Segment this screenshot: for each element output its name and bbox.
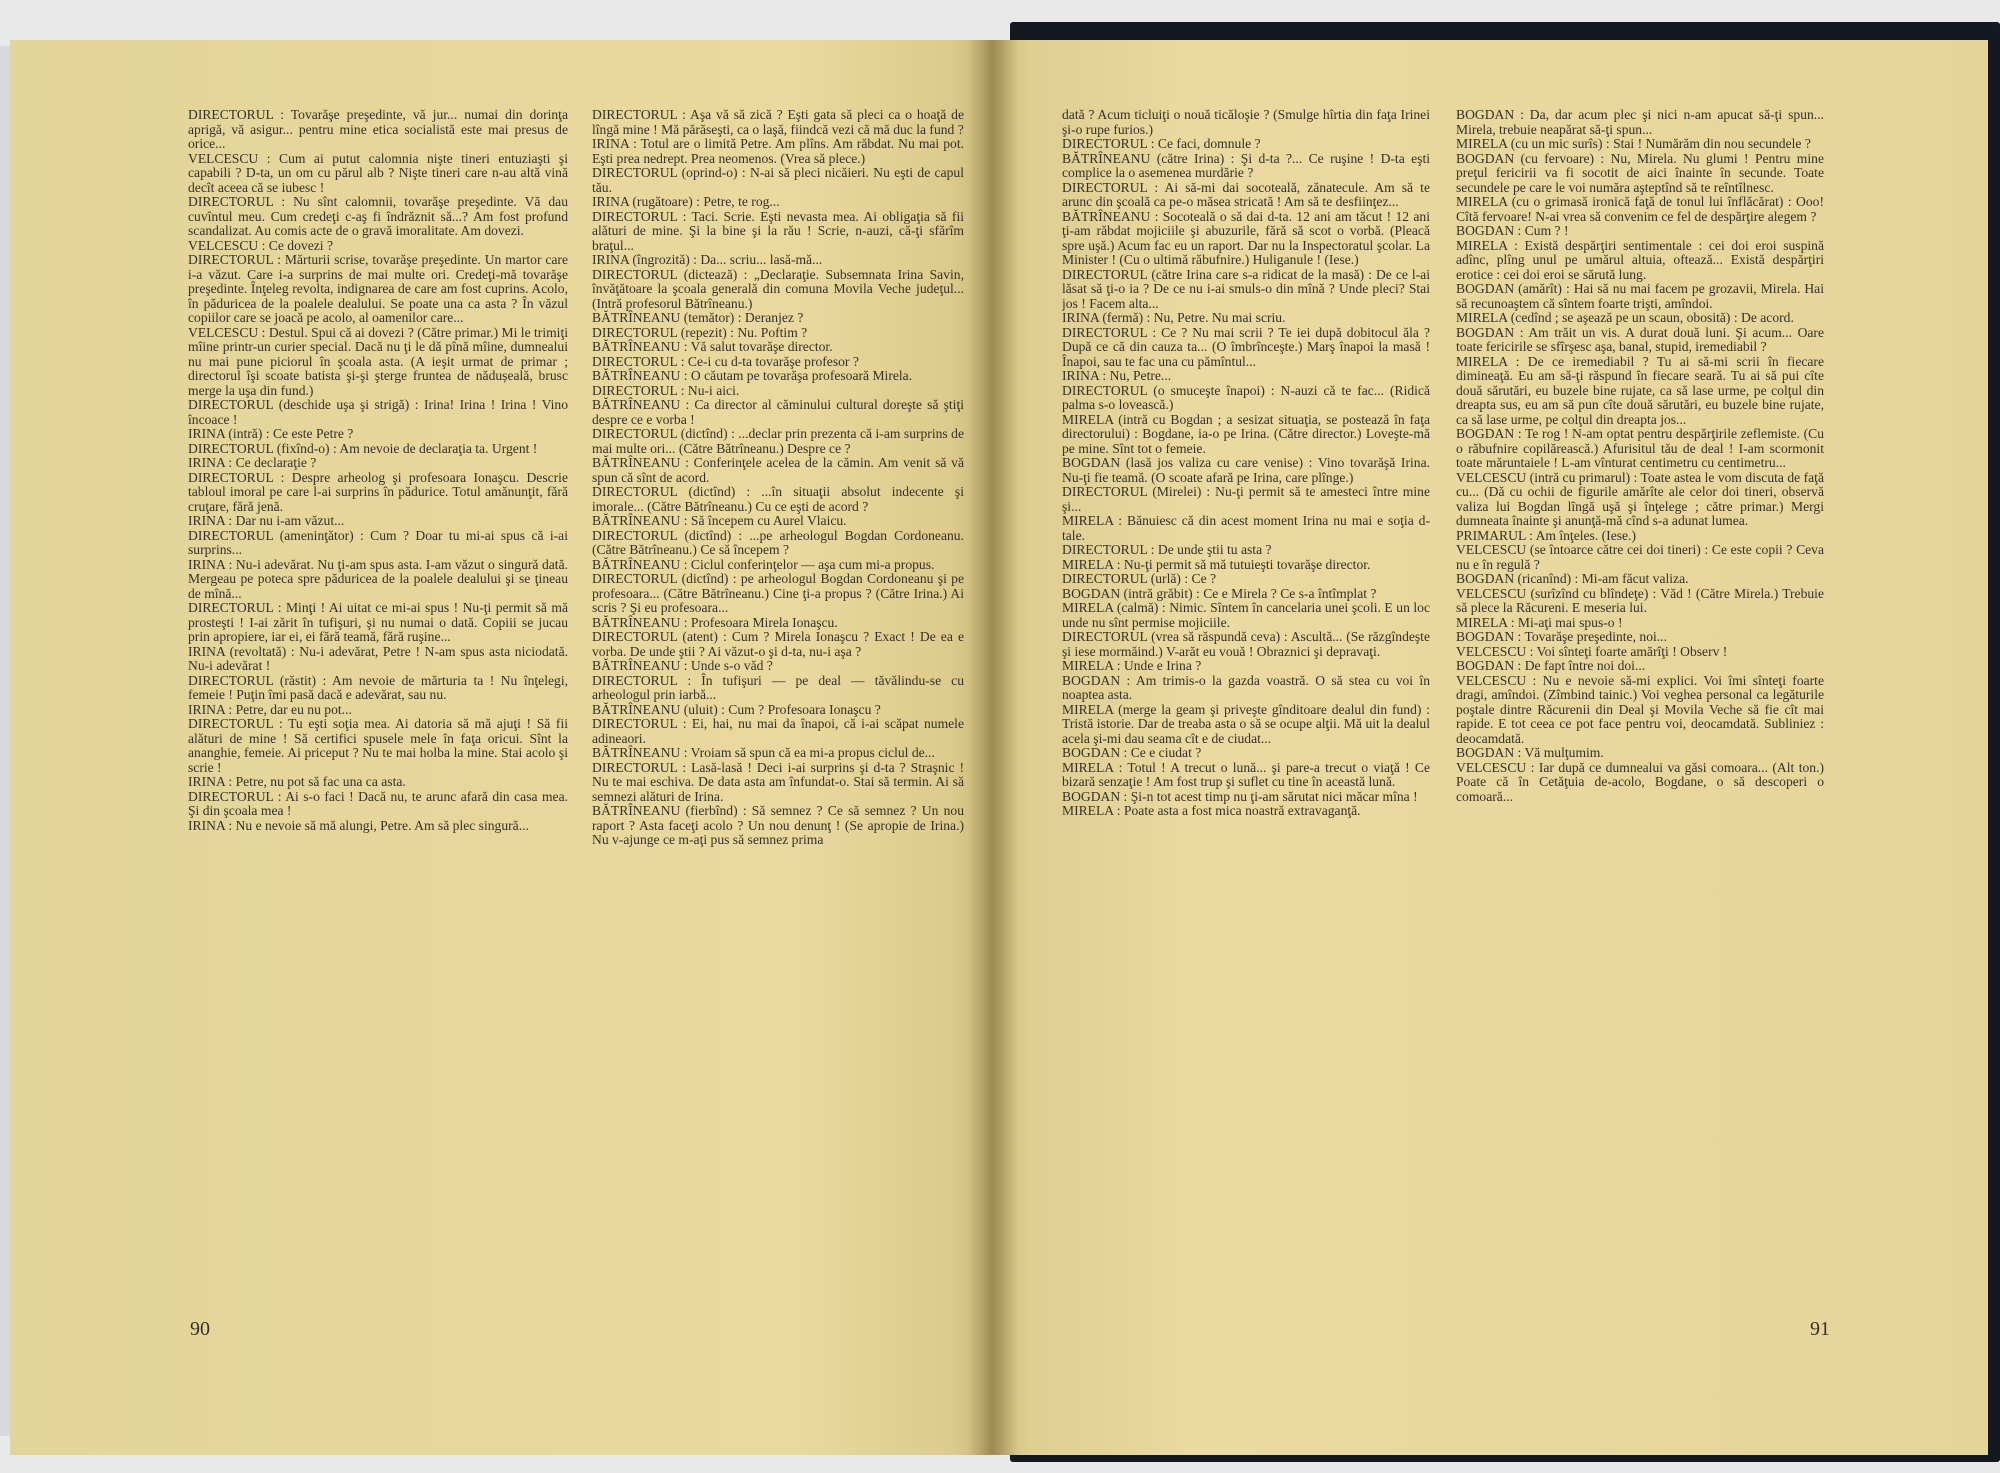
dialogue-paragraph: DIRECTORUL (repezit) : Nu. Poftim ? xyxy=(592,324,808,340)
dialogue-paragraph: BOGDAN : Şi-n tot acest timp nu ţi-am sărutat nici măcar mîna ! xyxy=(1062,788,1418,804)
dialogue-paragraph: DIRECTORUL : Ce faci, domnule ? xyxy=(1062,136,1261,151)
dialogue-paragraph: DIRECTORUL : Ai s-o faci ! Dacă nu, te arunc afară din casa mea. Şi din şcoala mea ! xyxy=(188,788,568,818)
dialogue-paragraph: VELCESCU (surîzînd cu blîndeţe) : Văd ! (Către Mirela.) Trebuie să plece la Răcureni. E meseria lui. xyxy=(1456,585,1824,615)
dialogue-paragraph: MIRELA (intră cu Bogdan ; a sesizat situaţia, se postează în faţa directorului) : Bogdane, ia-o pe Irina. (Către director.) Loveşte-mă pe mine. Sînt tot o femeie. xyxy=(1062,411,1430,456)
dialogue-paragraph: MIRELA : Poate asta a fost mica noastră extravaganţă. xyxy=(1062,803,1361,818)
dialogue-paragraph: IRINA (revoltată) : Nu-i adevărat, Petre ! N-am spus asta niciodată. Nu-i adevărat ! xyxy=(188,643,568,673)
dialogue-paragraph: DIRECTORUL : Nu sînt calomnii, tovarăşe preşedinte. Vă dau cuvîntul meu. Cum credeţi c-aş fi îndrăznit să...? Am fost profund scandalizat. Au comis acte de o gravă imoralitate. Am dovezi. xyxy=(188,194,568,238)
dialogue-paragraph: PRIMARUL : Am înţeles. (Iese.) xyxy=(1456,527,1636,543)
dialogue-paragraph: MIRELA (cedînd ; se aşează pe un scaun, obosită) : De acord. xyxy=(1456,310,1794,325)
dialogue-paragraph: VELCESCU : Iar după ce dumnealui va găsi comoara... (Alt ton.) Poate că în Cetăţuia de-acolo, Bogdane, o să descoperi o comoară... xyxy=(1456,759,1824,804)
dialogue-paragraph: BĂTRÎNEANU : Ciclul conferinţelor — aşa cum mi-a propus. xyxy=(592,556,935,572)
dialogue-paragraph: VELCESCU : Cum ai putut calomnia nişte tineri entuziaşti şi capabili ? D-ta, un om cu părul alb ? Nişte tineri care n-au altă vină decît aceea că se iubesc ! xyxy=(188,150,568,195)
dialogue-paragraph: BĂTRÎNEANU (uluit) : Cum ? Profesoara Ionaşcu ? xyxy=(592,701,881,717)
dialogue-paragraph: DIRECTORUL (o smuceşte înapoi) : N-auzi că te fac... (Ridică palma s-o lovească.) xyxy=(1062,382,1430,412)
dialogue-paragraph: VELCESCU : Voi sînteţi foarte amărîţi ! Observ ! xyxy=(1456,643,1728,659)
dialogue-paragraph: BOGDAN : Ce e ciudat ? xyxy=(1062,745,1202,760)
dialogue-paragraph: IRINA : Petre, dar eu nu pot... xyxy=(188,701,352,717)
right-page xyxy=(988,40,1988,1455)
dialogue-paragraph: DIRECTORUL (oprind-o) : N-ai să pleci nicăieri. Nu eşti de capul tău. xyxy=(592,165,964,195)
dialogue-paragraph: BOGDAN (cu fervoare) : Nu, Mirela. Nu glumi ! Pentru mine preţul fericirii va fi socotit de aici înainte în secunde. Toate secundele pe care le voi număra aşteptînd să te reîntîlnesc. xyxy=(1456,150,1824,195)
dialogue-paragraph: BOGDAN : Tovarăşe preşedinte, noi... xyxy=(1456,629,1667,644)
dialogue-paragraph: BĂTRÎNEANU (temător) : Deranjez ? xyxy=(592,310,804,325)
dialogue-paragraph: DIRECTORUL (vrea să răspundă ceva) : Ascultă... (Se răzgîndeşte şi iese mormăind.) V-arăt eu vouă ! Obraznici şi depravaţi. xyxy=(1062,629,1430,659)
dialogue-paragraph: BĂTRÎNEANU : Socoteală o să dai d-ta. 12 ani am tăcut ! 12 ani ţi-am răbdat mojiciile şi abuzurile, fără să scot o vorbă. (Pleacă spre uşă.) Acum fac eu un raport. Dar nu la Inspectoratul şcolar. La Minister ! (Cu o ultimă răbufnire.) Huliganule ! (Iese.) xyxy=(1062,208,1430,267)
book-gutter xyxy=(968,40,1018,1455)
dialogue-paragraph: DIRECTORUL (fixînd-o) : Am nevoie de declaraţia ta. Urgent ! xyxy=(188,440,538,456)
dialogue-paragraph: BĂTRÎNEANU (fierbînd) : Să semnez ? Ce să semnez ? Un nou raport ? Asta faceţi acolo ? Un nou denunţ ! (Se apropie de Irina.) Nu v-ajunge ce m-aţi pus să semnez prima xyxy=(592,803,964,847)
dialogue-paragraph: BOGDAN (amărît) : Hai să nu mai facem pe grozavii, Mirela. Hai să recunoaştem că sîntem foarte trişti, amîndoi. xyxy=(1456,281,1824,311)
dialogue-paragraph: DIRECTORUL (atent) : Cum ? Mirela Ionaşcu ? Exact ! De ea e vorba. De unde ştii ? Ai văzut-o şi d-ta, nu-i aşa ? xyxy=(592,629,964,659)
dialogue-paragraph: DIRECTORUL : Ai să-mi dai socoteală, zănatecule. Am să te arunc din şcoală ca pe-o măsea stricată ! Am să te desfiinţez... xyxy=(1062,179,1430,209)
dialogue-paragraph: VELCESCU (intră cu primarul) : Toate astea le vom discuta de faţă cu... (Dă cu ochii de figurile amărîte ale celor doi tineri, observă valiza lui Bogdan lîngă uşă şi înţelege ; către primar.) Mergi dumneata înainte şi anunţă-mă cînd s-a adunat lumea. xyxy=(1456,469,1824,528)
dialogue-paragraph: MIRELA (merge la geam şi priveşte gînditoare dealul din fund) : Tristă istorie. Dar de treaba asta o să se ocupe alţii. Mă uit la dealul acela şi-mi dau seama cît e de ciudat... xyxy=(1062,701,1430,746)
dialogue-paragraph: DIRECTORUL : Tu eşti soţia mea. Ai datoria să mă ajuţi ! Să fii alături de mine ! Să certifici spusele mele în faţa oricui. Sînt la ananghie, femeie. Ai priceput ? Nu te mai holba la mine. Stai acolo şi scrie ! xyxy=(188,716,568,775)
dialogue-paragraph: DIRECTORUL (Mirelei) : Nu-ţi permit să te amesteci între mine şi... xyxy=(1062,484,1430,514)
page-number-right: 91 xyxy=(1810,1318,1830,1340)
dialogue-paragraph: VELCESCU (se întoarce către cei doi tineri) : Ce este copii ? Ceva nu e în regulă ? xyxy=(1456,542,1824,572)
dialogue-paragraph: MIRELA : Unde e Irina ? xyxy=(1062,658,1202,673)
dialogue-paragraph: BĂTRÎNEANU : Conferinţele acelea de la cămin. Am venit să vă spun că sînt de acord. xyxy=(592,455,964,485)
dialogue-paragraph: IRINA : Nu-i adevărat. Nu ţi-am spus asta. I-am văzut o singură dată. Mergeau pe poteca spre păduricea de la poalele dealului şi se ţineau de mînă... xyxy=(188,556,568,601)
dialogue-paragraph: MIRELA (cu o grimasă ironică faţă de tonul lui înflăcărat) : Ooo! Cîtă fervoare! N-ai vrea să convenim ce fel de despărţire alegem ? xyxy=(1456,194,1824,224)
dialogue-paragraph: DIRECTORUL : Lasă-lasă ! Deci i-ai surprins şi d-ta ? Straşnic ! Nu te mai eschiva. De data asta am înfundat-o. Stai să termin. Ai să semnezi alături de Irina. xyxy=(592,759,964,804)
dialogue-paragraph: DIRECTORUL (dictînd) : ...în situaţii absolut indecente şi imorale... (Către Bătrîneanu.) Cu ce eşti de acord ? xyxy=(592,484,964,514)
dialogue-paragraph: BĂTRÎNEANU : Vroiam să spun că ea mi-a propus ciclul de... xyxy=(592,745,935,760)
dialogue-paragraph: BOGDAN : Am trăit un vis. A durat două luni. Şi acum... Oare toate fericirile se sfîrşesc aşa, banal, stupid, iremediabil ? xyxy=(1456,324,1824,354)
dialogue-paragraph: BOGDAN : De fapt între noi doi... xyxy=(1456,658,1646,673)
dialogue-paragraph: IRINA : Nu e nevoie să mă alungi, Petre. Am să plec singură... xyxy=(188,817,529,833)
dialogue-paragraph: DIRECTORUL : Despre arheolog şi profesoara Ionaşcu. Descrie tabloul imoral pe care l-ai surprins în pădurice. Totul amănunţit, fără cruţare, fără jenă. xyxy=(188,469,568,514)
dialogue-paragraph: BOGDAN (intră grăbit) : Ce e Mirela ? Ce s-a întîmplat ? xyxy=(1062,585,1377,601)
dialogue-paragraph: DIRECTORUL : Ei, hai, nu mai da înapoi, că i-ai scăpat numele adineaori. xyxy=(592,716,964,746)
dialogue-paragraph: DIRECTORUL (dictînd) : ...pe arheologul Bogdan Cordoneanu. (Către Bătrîneanu.) Ce să începem ? xyxy=(592,527,964,557)
dialogue-paragraph: MIRELA (calmă) : Nimic. Sîntem în cancelaria unei şcoli. E un loc unde nu sînt permise mojiciile. xyxy=(1062,600,1430,630)
dialogue-paragraph: IRINA (fermă) : Nu, Petre. Nu mai scriu. xyxy=(1062,310,1286,325)
dialogue-paragraph: BĂTRÎNEANU : Profesoara Mirela Ionaşcu. xyxy=(592,614,838,630)
dialogue-paragraph: MIRELA : Mi-aţi mai spus-o ! xyxy=(1456,614,1623,630)
dialogue-paragraph: DIRECTORUL (răstit) : Am nevoie de mărturia ta ! Nu înţelegi, femeie ! Puţin îmi pasă dacă e adevărat, sau nu. xyxy=(188,672,568,702)
dialogue-paragraph: BOGDAN (ricanînd) : Mi-am făcut valiza. xyxy=(1456,571,1689,586)
dialogue-paragraph: DIRECTORUL : Minţi ! Ai uitat ce mi-ai spus ! Nu-ţi permit să mă prosteşti ! I-ai zărit în tufişuri, şi nu numai o dată. Copiii se jucau prin apropiere, iar ei, ei fără teamă, fără ruşine... xyxy=(188,600,568,644)
dialogue-paragraph: BĂTRÎNEANU (către Irina) : Şi d-ta ?... Ce ruşine ! D-ta eşti complice la o asemenea murdărie ? xyxy=(1062,150,1430,180)
dialogue-paragraph: MIRELA (cu un mic surîs) : Stai ! Numărăm din nou secundele ? xyxy=(1456,136,1811,151)
text-column-4 xyxy=(1456,108,1824,804)
dialogue-paragraph: IRINA : Dar nu i-am văzut... xyxy=(188,513,345,528)
dialogue-paragraph: BĂTRÎNEANU : Unde s-o văd ? xyxy=(592,658,773,673)
dialogue-paragraph: MIRELA : Totul ! A trecut o lună... şi pare-a trecut o viaţă ! Ce bizară senzaţie ! Am fost trup şi suflet cu tine în această lună. xyxy=(1062,759,1430,789)
dialogue-paragraph: DIRECTORUL (către Irina care s-a ridicat de la masă) : De ce l-ai lăsat să ţi-o ia ? De ce nu i-ai smuls-o din mînă ? Unde pleci? Stai jos ! Facem alta... xyxy=(1062,266,1430,311)
dialogue-paragraph: DIRECTORUL (dictînd) : pe arheologul Bogdan Cordoneanu şi pe profesoara... (Către Bătrîneanu.) Cine ţi-a propus ? (Către Irina.) Ai scris ? Şi eu profesoara... xyxy=(592,571,964,615)
dialogue-paragraph: BOGDAN (lasă jos valiza cu care venise) : Vino tovarăşă Irina. Nu-ţi fie teamă. (O scoate afară pe Irina, care plînge.) xyxy=(1062,455,1430,485)
dialogue-paragraph: IRINA (rugătoare) : Petre, te rog... xyxy=(592,194,780,209)
dialogue-paragraph: DIRECTORUL : Ce-i cu d-ta tovarăşe profesor ? xyxy=(592,353,859,369)
dialogue-paragraph: BOGDAN : Cum ? ! xyxy=(1456,223,1569,238)
dialogue-paragraph: DIRECTORUL : Nu-i aici. xyxy=(592,382,740,398)
dialogue-paragraph: DIRECTORUL : Taci. Scrie. Eşti nevasta mea. Ai obligaţia să fii alături de mine. Şi la bine şi la rău ! Scrie, n-auzi, că-ţi sfărîm braţul... xyxy=(592,208,964,253)
dialogue-paragraph: DIRECTORUL : Mărturii scrise, tovarăşe preşedinte. Un martor care i-a văzut. Care i-a surprins de mai multe ori. Credeţi-mă tovarăşe preşedinte. Înţeleg revolta, indignarea de care am fost cuprins. Acolo, în păduricea de la poalele dealului. Se poate una ca asta ? În văzul copiilor care se joacă pe acolo, al oamenilor care... xyxy=(188,252,568,325)
dialogue-paragraph: DIRECTORUL : De unde ştii tu asta ? xyxy=(1062,542,1272,557)
dialogue-paragraph: BOGDAN : Am trimis-o la gazda voastră. O să stea cu voi în noaptea asta. xyxy=(1062,672,1430,702)
dialogue-paragraph: DIRECTORUL (dictînd) : ...declar prin prezenta că i-am surprins de mai multe ori... (Către Bătrîneanu.) Despre ce ? xyxy=(592,426,964,456)
dialogue-paragraph: IRINA : Nu, Petre... xyxy=(1062,368,1172,383)
dialogue-paragraph: MIRELA : Nu-ţi permit să mă tutuieşti tovarăşe director. xyxy=(1062,556,1371,572)
dialogue-paragraph: dată ? Acum ticluiţi o nouă ticăloşie ? (Smulge hîrtia din faţa Irinei şi-o rupe furios.) xyxy=(1062,108,1430,137)
dialogue-paragraph: DIRECTORUL (ameninţător) : Cum ? Doar tu mi-ai spus că i-ai surprins... xyxy=(188,527,568,557)
dialogue-paragraph: IRINA : Petre, nu pot să fac una ca asta. xyxy=(188,774,406,789)
dialogue-paragraph: BĂTRÎNEANU : Ca director al căminului cultural doreşte să ştiţi despre ce e vorba ! xyxy=(592,397,964,427)
text-column-1 xyxy=(188,108,568,833)
dialogue-paragraph: DIRECTORUL : Ce ? Nu mai scrii ? Te iei după dobitocul ăla ? După ce că din cauza ta... (O îmbrînceşte.) Marş înapoi la masă ! Înapoi, sau te fac una cu pămîntul... xyxy=(1062,324,1430,369)
dialogue-paragraph: IRINA : Ce declaraţie ? xyxy=(188,455,317,470)
dialogue-paragraph: MIRELA : Bănuiesc că din acest moment Irina nu mai e soţia d-tale. xyxy=(1062,513,1430,543)
dialogue-paragraph: DIRECTORUL : În tufişuri — pe deal — tăvălindu-se cu arheologul prin iarbă... xyxy=(592,672,964,702)
dialogue-paragraph: BĂTRÎNEANU : Să începem cu Aurel Vlaicu. xyxy=(592,513,847,528)
dialogue-paragraph: IRINA : Totul are o limită Petre. Am plîns. Am răbdat. Nu mai pot. Eşti prea nedrept. Prea neomenos. (Vrea să plece.) xyxy=(592,136,964,166)
dialogue-paragraph: MIRELA : Există despărţiri sentimentale : cei doi eroi suspină adînc, plîng unul pe umărul altuia, oftează... Există despărţiri erotice : cei doi eroi se sărută lung. xyxy=(1456,237,1824,282)
dialogue-paragraph: BĂTRÎNEANU : O căutam pe tovarăşa profesoară Mirela. xyxy=(592,368,913,383)
dialogue-paragraph: IRINA (intră) : Ce este Petre ? xyxy=(188,426,354,441)
text-column-3 xyxy=(1062,108,1430,819)
dialogue-paragraph: BOGDAN : Vă mulţumim. xyxy=(1456,745,1604,760)
dialogue-paragraph: DIRECTORUL : Aşa vă să zică ? Eşti gata să pleci ca o hoaţă de lîngă mine ! Mă părăseşti, ca o laşă, fiindcă vezi că mă duc la fund ? xyxy=(592,108,964,137)
dialogue-paragraph: MIRELA : De ce iremediabil ? Tu ai să-mi scrii în fiecare dimineaţă. Eu am să-ţi răspund în fiecare seară. Tu ai să pui cîte două sărutări, eu buzele bine rujate, ca să lase urme, pe colţul din dreapta sus, eu am să pun cîte două sărutări, eu buzele bine rujate, ca să lase urme, pe colţul din dreapta jos... xyxy=(1456,353,1824,427)
dialogue-paragraph: BĂTRÎNEANU : Vă salut tovarăşe director. xyxy=(592,339,833,354)
page-number-left: 90 xyxy=(190,1318,210,1340)
dialogue-paragraph: BOGDAN : Te rog ! N-am optat pentru despărţirile zeflemiste. (Cu o răbufnire copilărească.) Afurisitul tău de deal ! I-am scormonit toate măruntaiele ! L-am vînturat centimetru cu centimetru... xyxy=(1456,426,1824,470)
dialogue-paragraph: VELCESCU : Ce dovezi ? xyxy=(188,237,333,253)
dialogue-paragraph: DIRECTORUL (urlă) : Ce ? xyxy=(1062,571,1217,586)
dialogue-paragraph: VELCESCU : Nu e nevoie să-mi explici. Voi îmi sînteţi foarte dragi, amîndoi. (Zîmbind tainic.) Voi veghea personal ca legăturile poştale dintre Răcurenii din Deal şi Movila Veche să fie cît mai rapide. E tot ceea ce pot face pentru voi, deocamdată. Subliniez : deocamdată. xyxy=(1456,672,1824,746)
text-column-2 xyxy=(592,108,964,848)
dialogue-paragraph: VELCESCU : Destul. Spui că ai dovezi ? (Către primar.) Mi le trimiţi mîine printr-un curier special. Dacă nu ţi le dă pînă mîine, dumnealui nu mai pune piciorul în şcoala asta. (A ieşit urmat de primar ; directorul îşi scoate batista şi-şi şterge fruntea de nădușeală, brusc merge la uşa din fund.) xyxy=(188,324,568,398)
dialogue-paragraph: DIRECTORUL (dictează) : „Declaraţie. Subsemnata Irina Savin, învăţătoare la şcoala generală din comuna Movila Veche judeţul... (Intră profesorul Bătrîneanu.) xyxy=(592,266,964,311)
dialogue-paragraph: DIRECTORUL : Tovarăşe preşedinte, vă jur... numai din dorinţa aprigă, vă asigur... pentru mine etica socialistă este mai presus de orice... xyxy=(188,108,568,151)
dialogue-paragraph: DIRECTORUL (deschide uşa şi strigă) : Irina! Irina ! Irina ! Vino încoace ! xyxy=(188,397,568,427)
dialogue-paragraph: IRINA (îngrozită) : Da... scriu... lasă-mă... xyxy=(592,252,823,267)
left-page xyxy=(10,40,990,1455)
dialogue-paragraph: BOGDAN : Da, dar acum plec şi nici n-am apucat să-ţi spun... Mirela, trebuie neapărat să-ţi spun... xyxy=(1456,108,1824,137)
